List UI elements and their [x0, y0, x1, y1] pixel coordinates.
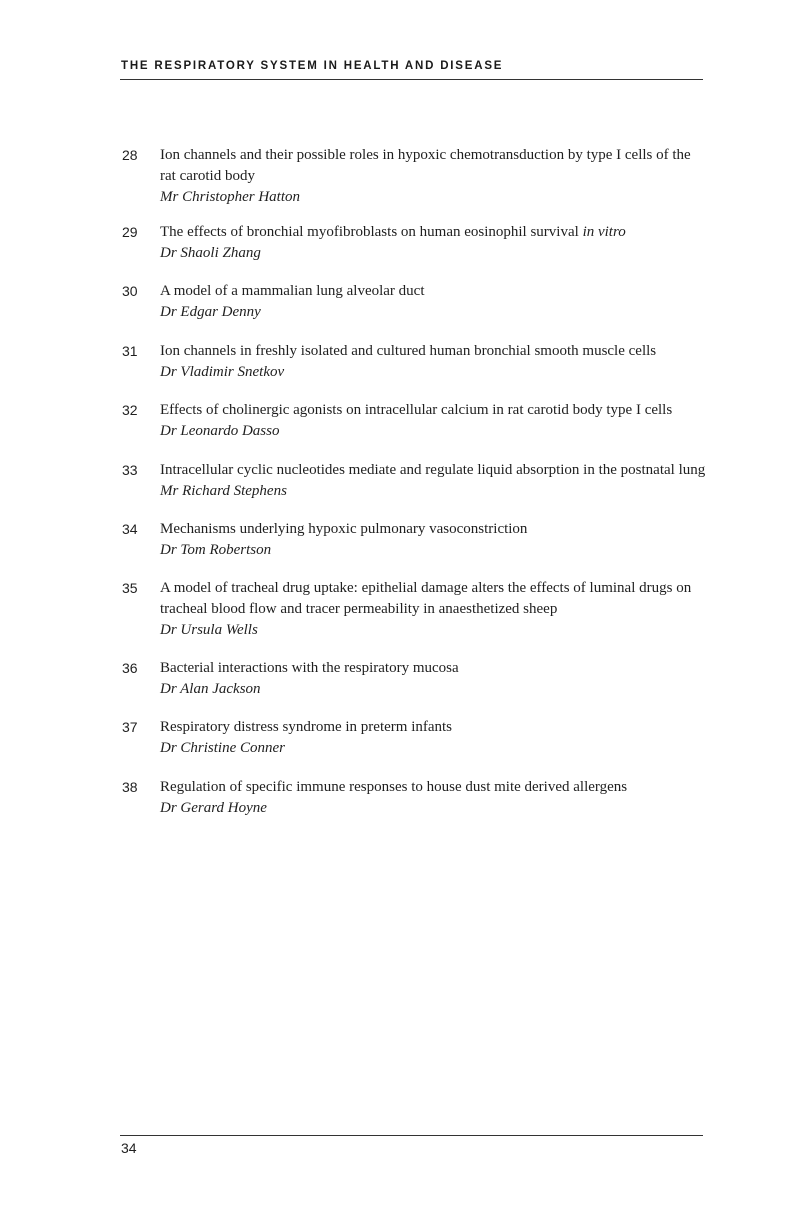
- entry-author: Dr Edgar Denny: [160, 304, 261, 320]
- entry-number: 28: [122, 147, 138, 163]
- entry-number: 32: [122, 402, 138, 418]
- entry-body: [160, 145, 710, 208]
- entry-author: Dr Ursula Wells: [160, 622, 258, 638]
- entry-title: Ion channels in freshly isolated and cultured human bronchial smooth muscle cells: [160, 343, 657, 359]
- entry-author: Dr Leonardo Dasso: [160, 423, 280, 439]
- entry-body: [160, 519, 710, 561]
- entry-number: 36: [122, 660, 138, 676]
- entry-author: Mr Richard Stephens: [160, 483, 287, 499]
- entry-author: Dr Shaoli Zhang: [160, 245, 261, 261]
- entry-title: Regulation of specific immune responses to house dust mite derived allergens: [160, 779, 628, 795]
- entry-number: 29: [122, 224, 138, 240]
- entry-title-text: The effects of bronchial myofibroblasts on human eosinophil survival: [160, 224, 583, 240]
- entry-body: [160, 222, 710, 264]
- entry-author: Dr Vladimir Snetkov: [160, 364, 285, 380]
- entry-number: 33: [122, 462, 138, 478]
- entry-number: 31: [122, 343, 138, 359]
- entry-title: Bacterial interactions with the respiratory mucosa: [160, 660, 459, 676]
- entry-title-italic: in vitro: [582, 224, 626, 240]
- entry-body: [160, 717, 710, 759]
- entry-title: A model of a mammalian lung alveolar duct: [160, 283, 425, 299]
- entry-title: Mechanisms underlying hypoxic pulmonary vasoconstriction: [160, 521, 528, 537]
- entry-title: Ion channels and their possible roles in hypoxic chemotransduction by type I cells of the rat carotid body: [160, 147, 691, 184]
- entry-body: [160, 281, 710, 323]
- entry-title: Effects of cholinergic agonists on intracellular calcium in rat carotid body type I cells: [160, 402, 673, 418]
- entry-body: [160, 658, 710, 700]
- entry-author: Dr Gerard Hoyne: [160, 800, 267, 816]
- entry-number: 37: [122, 719, 138, 735]
- running-head: THE RESPIRATORY SYSTEM IN HEALTH AND DISEASE: [121, 60, 504, 72]
- entry-body: [160, 578, 710, 641]
- entry-title: [160, 222, 710, 243]
- entry-body: [160, 341, 710, 383]
- entry-body: [160, 460, 710, 502]
- entry-author: Dr Alan Jackson: [160, 681, 261, 697]
- entry-author: Mr Christopher Hatton: [160, 189, 301, 205]
- entry-number: 30: [122, 283, 138, 299]
- entry-number: 34: [122, 521, 138, 537]
- entry-body: [160, 400, 710, 442]
- header-rule: [120, 79, 703, 80]
- entry-title: Respiratory distress syndrome in preterm infants: [160, 719, 453, 735]
- footer-rule: [120, 1135, 703, 1136]
- page-number: 34: [121, 1140, 137, 1156]
- entry-title: A model of tracheal drug uptake: epithelial damage alters the effects of luminal drugs on tracheal blood flow and tracer permeability in anaesthetized sheep: [160, 580, 692, 617]
- entry-title: Intracellular cyclic nucleotides mediate and regulate liquid absorption in the postnatal lung: [160, 462, 706, 478]
- entry-number: 35: [122, 580, 138, 596]
- entry-author: Dr Tom Robertson: [160, 542, 272, 558]
- entry-body: [160, 777, 710, 819]
- entry-number: 38: [122, 779, 138, 795]
- entry-author: Dr Christine Conner: [160, 740, 286, 756]
